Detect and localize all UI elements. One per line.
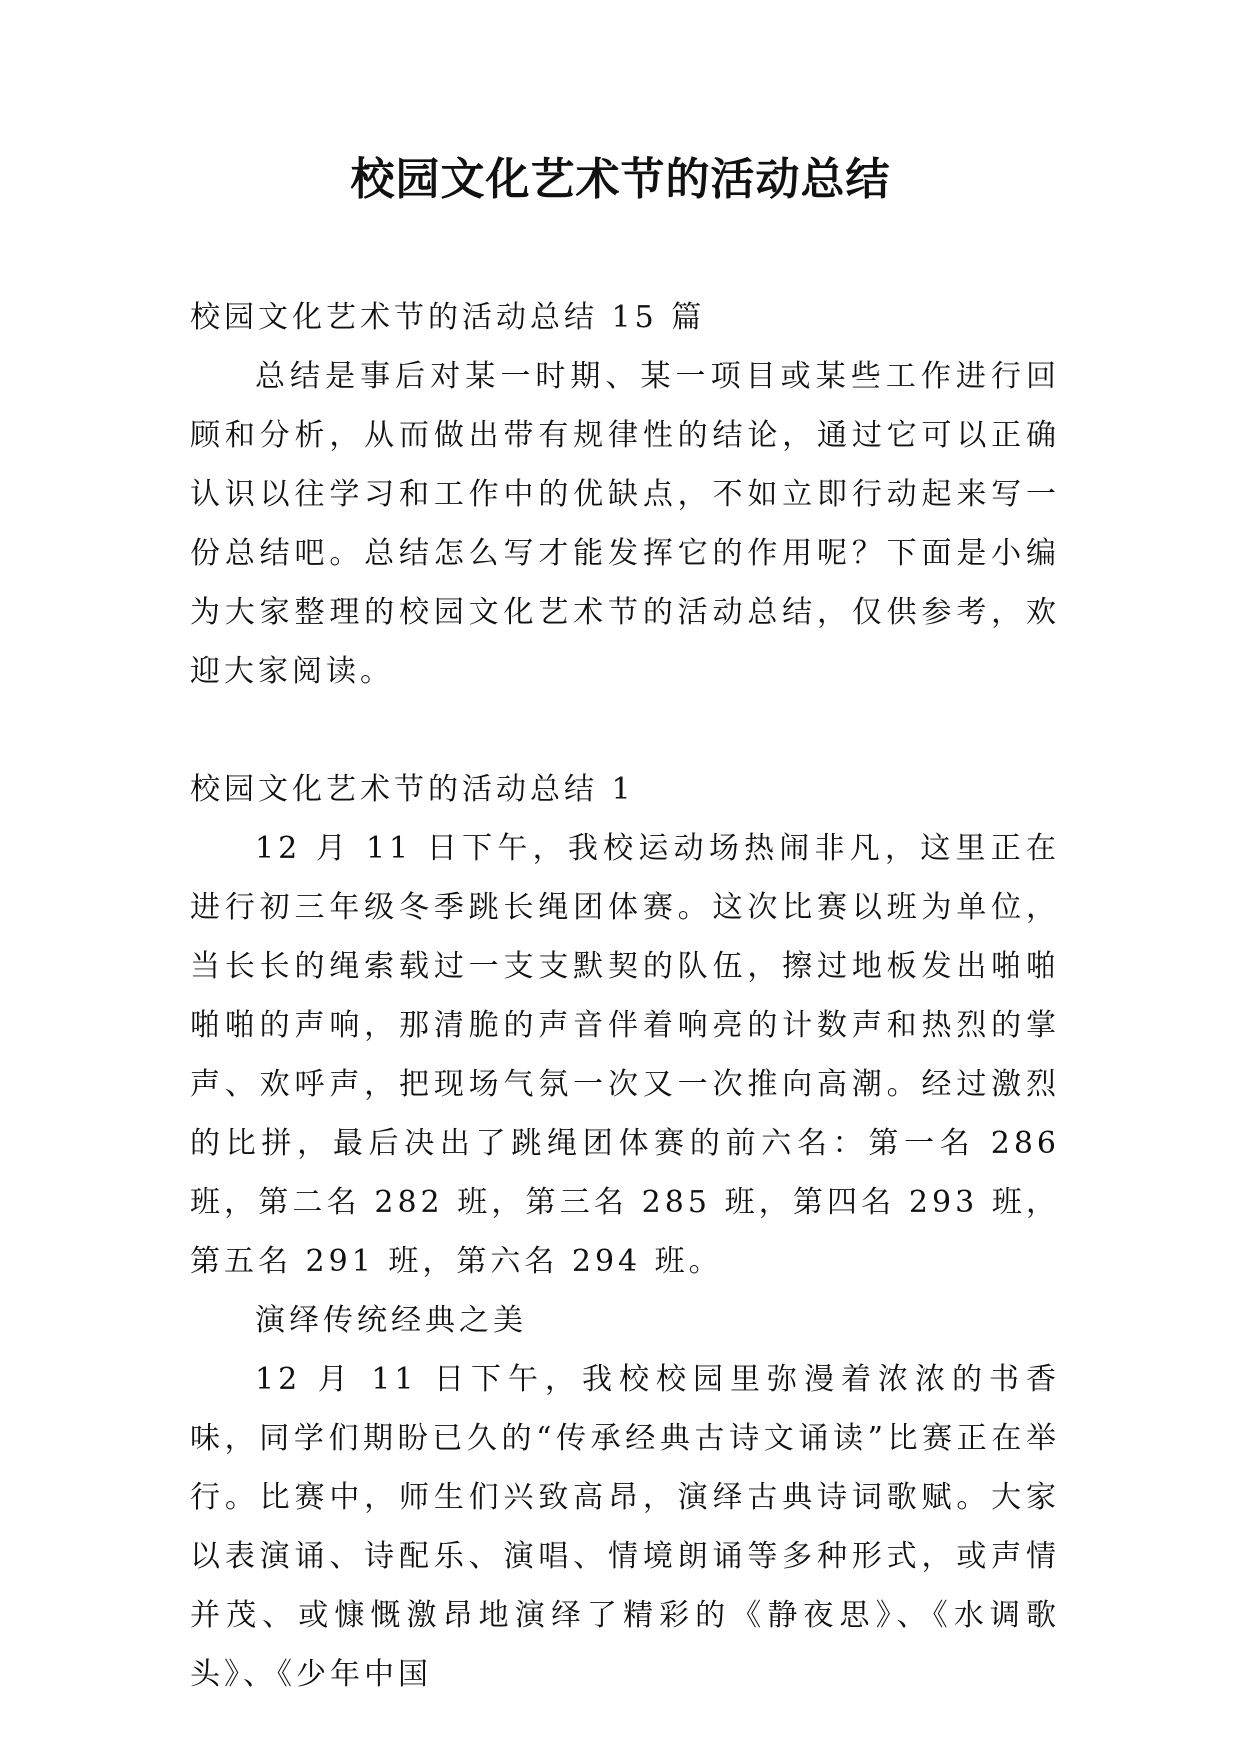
document-subtitle: 校园文化艺术节的活动总结 15 篇 [190, 300, 706, 335]
document-body [190, 288, 1060, 1704]
intro-paragraph: 总结是事后对某一时期、某一项目或某些工作进行回顾和分析，从而做出带有规律性的结论，通过它可以正确认识以往学习和工作中的优缺点，不如立即行动起来写一份总结吧。总结怎么写才能发挥它的作用呢？下面是小编为大家整理的校园文化艺术节的活动总结，仅供参考，欢迎大家阅读。 [190, 359, 1060, 689]
section-heading: 校园文化艺术节的活动总结 1 [190, 772, 635, 807]
section-paragraph: 12 月 11 日下午，我校运动场热闹非凡，这里正在进行初三年级冬季跳长绳团体赛。这次比赛以班为单位，当长长的绳索载过一支支默契的队伍，擦过地板发出啪啪啪啪的声响，那清脆的声音伴着响亮的计数声和热烈的掌声、欢呼声，把现场气氛一次又一次推向高潮。经过激烈的比拼，最后决出了跳绳团体赛的前六名：第一名 286 班，第二名 282 班，第三名 285 班，第四名 293 班，第五名 291 班，第六名 294 班。 [190, 831, 1060, 1279]
document-title: 校园文化艺术节的活动总结 [350, 154, 891, 205]
section-paragraph: 12 月 11 日下午，我校校园里弥漫着浓浓的书香味，同学们期盼已久的“传承经典古诗文诵读”比赛正在举行。比赛中，师生们兴致高昂，演绎古典诗词歌赋。大家以表演诵、诗配乐、演唱、情境朗诵等多种形式，或声情并茂、或慷慨激昂地演绎了精彩的《静夜思》、《水调歌头》、《少年中国 [190, 1362, 1060, 1692]
section-subheading: 演绎传统经典之美 [255, 1303, 527, 1338]
